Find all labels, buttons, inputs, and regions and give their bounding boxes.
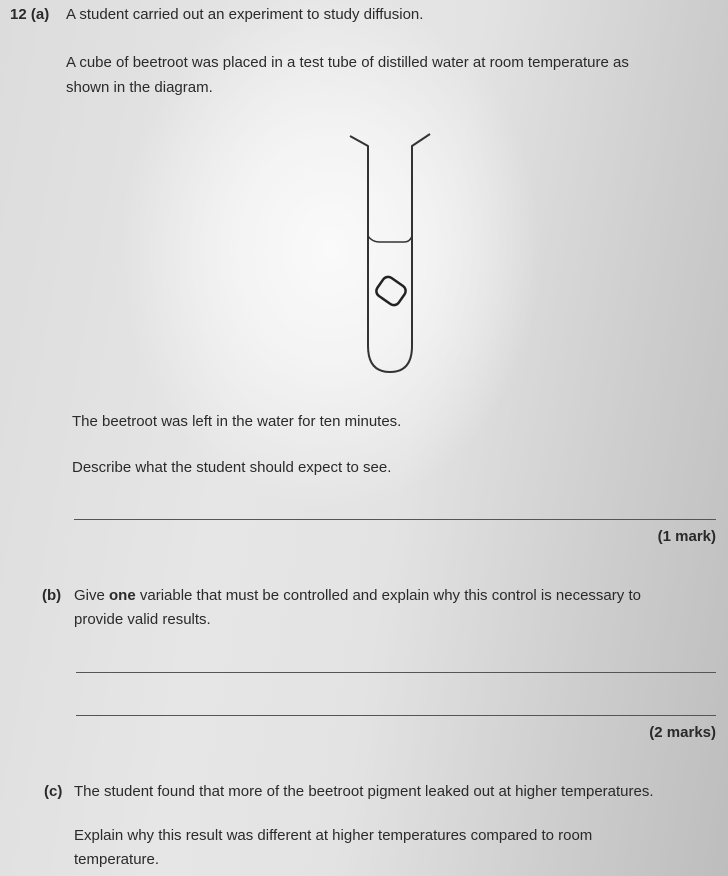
question-12a-setup-line2: shown in the diagram.	[66, 79, 213, 96]
question-c-para-line2: temperature.	[74, 851, 160, 868]
water-meniscus	[368, 236, 412, 242]
question-c-number: (c)	[44, 783, 63, 800]
question-12a-number: 12 (a)	[10, 6, 50, 23]
question-b-number: (b)	[42, 587, 62, 604]
question-12a-intro: A student carried out an experiment to study diffusion.	[66, 6, 424, 23]
question-c-line1: The student found that more of the beetroot pigment leaked out at higher temperatures.	[74, 783, 654, 800]
question-b-post: variable that must be controlled and explain why this control is necessary to	[135, 587, 641, 604]
question-b-line2: provide valid results.	[74, 611, 211, 628]
question-c-para-line1: Explain why this result was different at higher temperatures compared to room	[74, 827, 593, 844]
beetroot-cube	[374, 275, 408, 308]
marks-12a: (1 mark)	[657, 528, 716, 545]
question-b-line1	[74, 586, 641, 606]
answer-line-b2[interactable]	[76, 715, 716, 716]
answer-line-12a[interactable]	[74, 519, 716, 520]
question-b-pre: Give	[74, 587, 110, 604]
answer-line-b1[interactable]	[76, 672, 716, 673]
question-12a-duration: The beetroot was left in the water for ten minutes.	[72, 413, 402, 430]
question-12a-setup-line1: A cube of beetroot was placed in a test tube of distilled water at room temperature as	[66, 54, 629, 71]
question-b-emphasis: one	[109, 587, 136, 604]
marks-b: (2 marks)	[649, 724, 716, 741]
test-tube-outline	[350, 134, 430, 372]
question-12a-prompt: Describe what the student should expect to see.	[72, 459, 392, 476]
test-tube-diagram	[340, 128, 450, 378]
